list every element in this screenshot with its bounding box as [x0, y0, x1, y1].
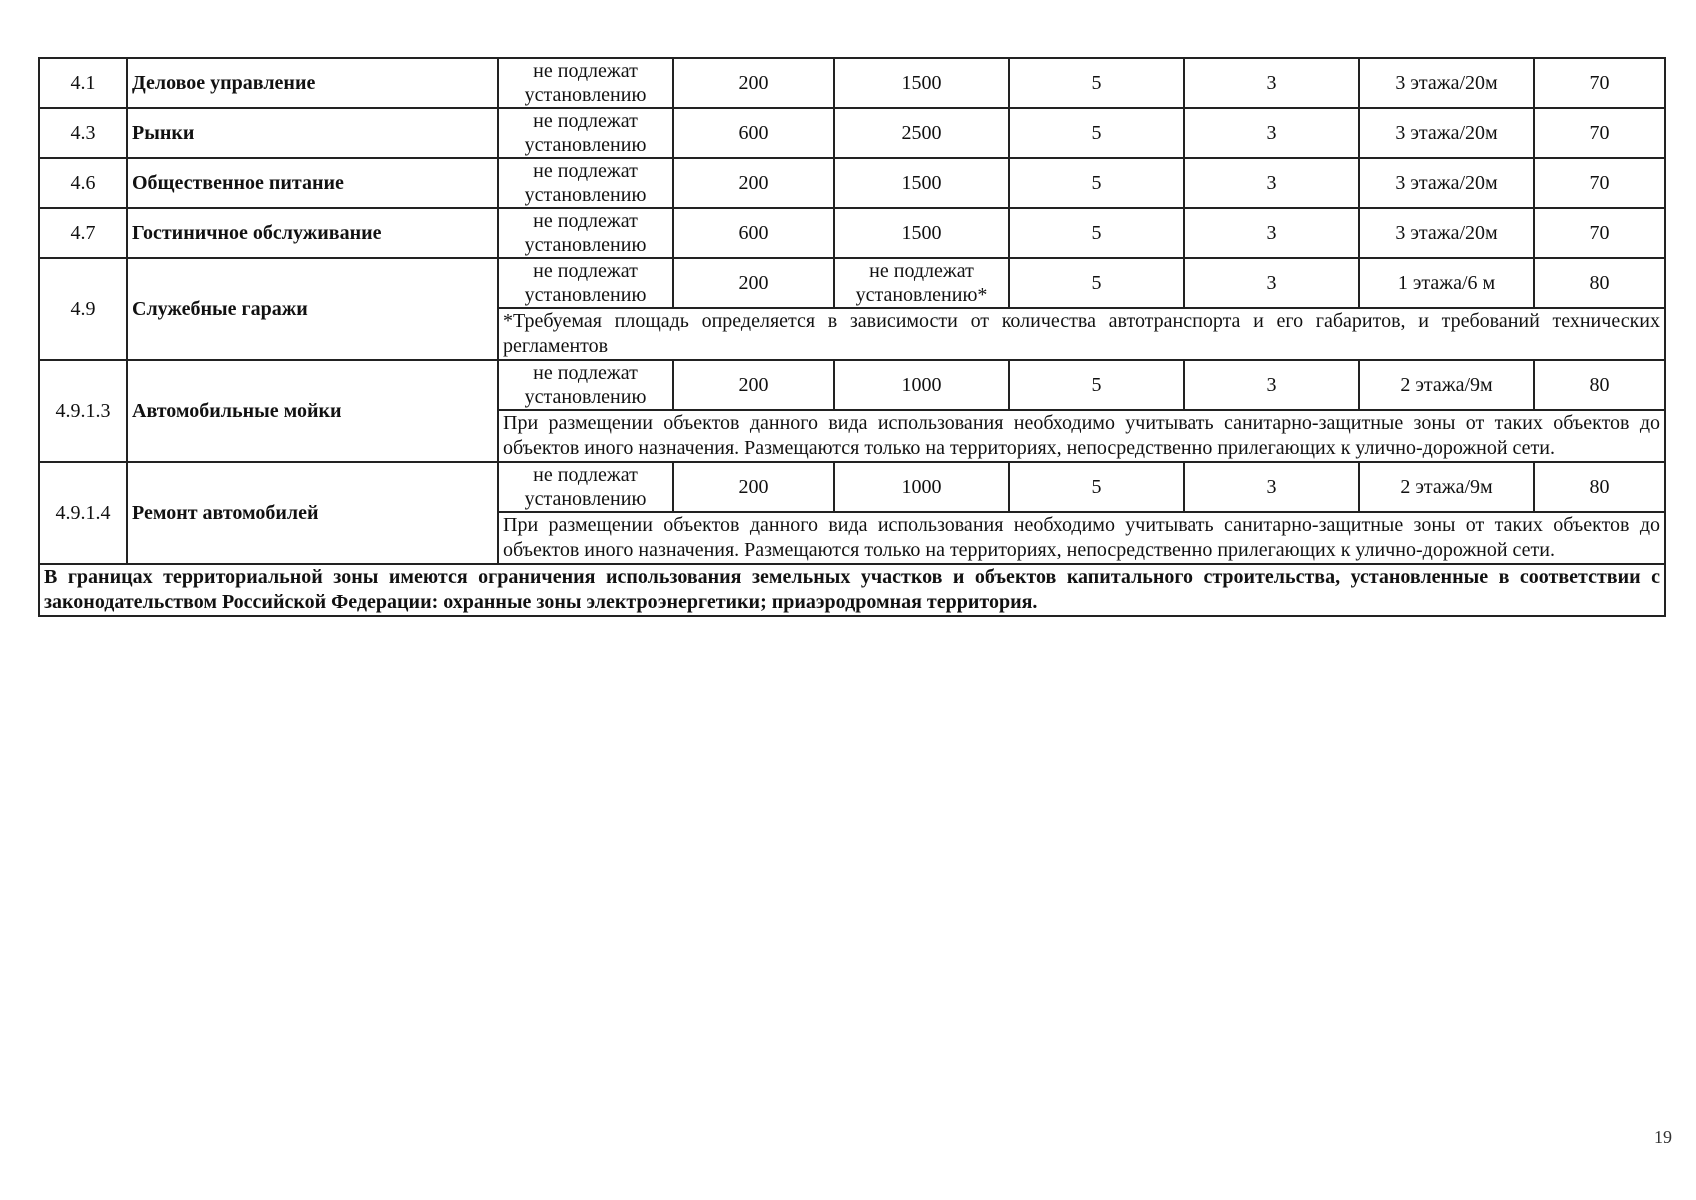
row-max-coverage: 70 — [1534, 158, 1665, 208]
row-min-area: 200 — [673, 158, 834, 208]
row-max-height: 3 этажа/20м — [1359, 158, 1534, 208]
row-min-area: 600 — [673, 208, 834, 258]
table-row — [39, 58, 1665, 108]
row-name: Деловое управление — [127, 58, 498, 108]
row-max-coverage: 80 — [1534, 258, 1665, 308]
row-min-area: 200 — [673, 58, 834, 108]
row-note: При размещении объектов данного вида использования необходимо учитывать санитарно-защитные зоны от таких объектов до объектов иного назначения. Размещаются только на территориях, непосредственно прилегающих к улично-дорожной сети. — [498, 410, 1665, 462]
row-max-height: 1 этажа/6 м — [1359, 258, 1534, 308]
page-number: 19 — [1654, 1127, 1672, 1147]
row-max-area: 1500 — [834, 208, 1009, 258]
row-name: Рынки — [127, 108, 498, 158]
table-row — [39, 108, 1665, 158]
row-min-area: 200 — [673, 360, 834, 410]
row-setback-street: 5 — [1009, 158, 1184, 208]
row-name: Автомобильные мойки — [127, 360, 498, 462]
row-setback-street: 5 — [1009, 360, 1184, 410]
row-min-size: не подлежат установлению — [498, 108, 673, 158]
row-max-coverage: 70 — [1534, 58, 1665, 108]
table-row — [39, 158, 1665, 208]
row-name: Служебные гаражи — [127, 258, 498, 360]
table-row — [39, 208, 1665, 258]
row-name: Гостиничное обслуживание — [127, 208, 498, 258]
row-code: 4.7 — [39, 208, 127, 258]
row-code: 4.3 — [39, 108, 127, 158]
row-max-area: 1500 — [834, 158, 1009, 208]
row-setback-boundary: 3 — [1184, 58, 1359, 108]
row-name: Ремонт автомобилей — [127, 462, 498, 564]
row-max-coverage: 70 — [1534, 208, 1665, 258]
land-use-table — [38, 57, 1666, 617]
row-code: 4.9.1.3 — [39, 360, 127, 462]
table-row — [39, 462, 1665, 512]
row-min-size: не подлежат установлению — [498, 58, 673, 108]
row-min-size: не подлежат установлению — [498, 462, 673, 512]
row-max-height: 2 этажа/9м — [1359, 462, 1534, 512]
row-code: 4.6 — [39, 158, 127, 208]
row-max-height: 3 этажа/20м — [1359, 208, 1534, 258]
row-note: При размещении объектов данного вида использования необходимо учитывать санитарно-защитные зоны от таких объектов до объектов иного назначения. Размещаются только на территориях, непосредственно прилегающих к улично-дорожной сети. — [498, 512, 1665, 564]
row-code: 4.9 — [39, 258, 127, 360]
restriction-row — [39, 564, 1665, 616]
row-note: *Требуемая площадь определяется в зависимости от количества автотранспорта и его габаритов, и требований технических регламентов — [498, 308, 1665, 360]
row-setback-boundary: 3 — [1184, 462, 1359, 512]
row-setback-boundary: 3 — [1184, 158, 1359, 208]
row-min-area: 200 — [673, 258, 834, 308]
table-row — [39, 258, 1665, 308]
row-min-area: 600 — [673, 108, 834, 158]
row-setback-boundary: 3 — [1184, 360, 1359, 410]
row-max-coverage: 70 — [1534, 108, 1665, 158]
row-code: 4.9.1.4 — [39, 462, 127, 564]
row-name: Общественное питание — [127, 158, 498, 208]
row-max-area: 2500 — [834, 108, 1009, 158]
row-setback-street: 5 — [1009, 462, 1184, 512]
row-setback-boundary: 3 — [1184, 258, 1359, 308]
restriction-note: В границах территориальной зоны имеются ограничения использования земельных участков и объектов капитального строительства, установленные в соответствии с законодательством Российской Федерации: охранные зоны электроэнергетики; приаэродромная территория. — [39, 564, 1665, 616]
table-row — [39, 360, 1665, 410]
row-min-size: не подлежат установлению — [498, 360, 673, 410]
row-max-height: 3 этажа/20м — [1359, 58, 1534, 108]
row-setback-boundary: 3 — [1184, 108, 1359, 158]
row-setback-street: 5 — [1009, 258, 1184, 308]
row-min-size: не подлежат установлению — [498, 258, 673, 308]
row-setback-boundary: 3 — [1184, 208, 1359, 258]
row-setback-street: 5 — [1009, 208, 1184, 258]
row-max-area: 1500 — [834, 58, 1009, 108]
row-setback-street: 5 — [1009, 108, 1184, 158]
row-max-coverage: 80 — [1534, 462, 1665, 512]
row-setback-street: 5 — [1009, 58, 1184, 108]
row-max-area: не подлежат установлению* — [834, 258, 1009, 308]
row-min-area: 200 — [673, 462, 834, 512]
row-max-height: 2 этажа/9м — [1359, 360, 1534, 410]
row-max-height: 3 этажа/20м — [1359, 108, 1534, 158]
row-max-area: 1000 — [834, 462, 1009, 512]
row-min-size: не подлежат установлению — [498, 208, 673, 258]
row-max-coverage: 80 — [1534, 360, 1665, 410]
row-min-size: не подлежат установлению — [498, 158, 673, 208]
row-code: 4.1 — [39, 58, 127, 108]
row-max-area: 1000 — [834, 360, 1009, 410]
